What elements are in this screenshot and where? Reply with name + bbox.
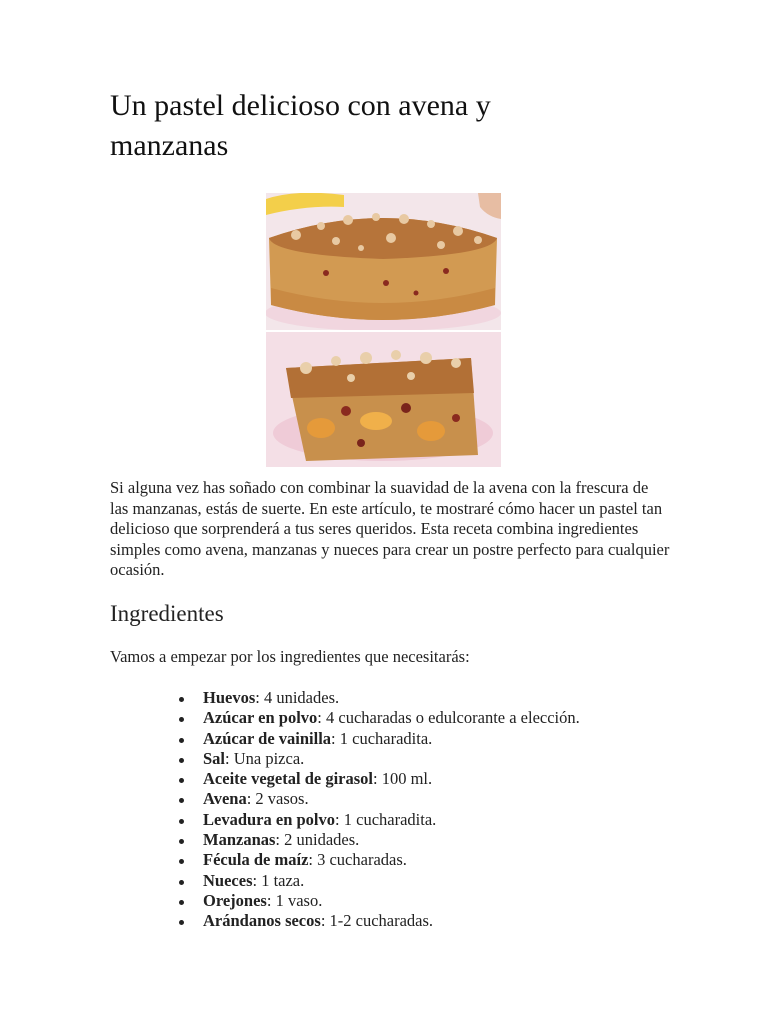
ingredient-detail: : 100 ml. bbox=[372, 769, 433, 789]
ingredient-name: Avena bbox=[203, 789, 247, 809]
ingredients-list bbox=[178, 688, 580, 932]
ingredient-detail: : 4 cucharadas o edulcorante a elección. bbox=[317, 708, 580, 728]
cake-photo-icon bbox=[266, 193, 501, 467]
ingredient-name: Manzanas bbox=[203, 830, 276, 850]
ingredient-name: Fécula de maíz bbox=[203, 850, 309, 870]
ingredient-name: Nueces bbox=[203, 870, 253, 890]
ingredients-lead: Vamos a empezar por los ingredientes que necesitarás: bbox=[110, 647, 470, 666]
ingredient-detail: : 1 vaso. bbox=[266, 890, 323, 910]
ingredient-detail: : 1 taza. bbox=[252, 870, 305, 890]
cake-photo bbox=[266, 193, 501, 467]
list-item bbox=[178, 810, 580, 830]
ingredient-name: Levadura en polvo bbox=[203, 809, 336, 829]
ingredient-name: Huevos bbox=[203, 688, 256, 707]
ingredient-detail: : 4 unidades. bbox=[255, 688, 340, 707]
ingredients-heading: Ingredientes bbox=[110, 601, 224, 626]
list-item bbox=[178, 749, 580, 769]
ingredient-name: Azúcar de vainilla bbox=[203, 728, 332, 748]
ingredient-name: Aceite vegetal de girasol bbox=[203, 769, 373, 789]
article-title: Un pastel delicioso con avena y manzanas bbox=[110, 89, 491, 162]
ingredient-detail: : 1-2 cucharadas. bbox=[320, 911, 434, 931]
list-item bbox=[178, 688, 580, 708]
ingredient-name: Orejones bbox=[203, 890, 267, 910]
list-item bbox=[178, 830, 580, 850]
ingredient-detail: : 1 cucharadita. bbox=[331, 728, 433, 748]
ingredient-detail: : 1 cucharadita. bbox=[335, 809, 437, 829]
list-item bbox=[178, 871, 580, 891]
ingredient-detail: : 2 unidades. bbox=[275, 830, 360, 850]
ingredient-detail: : 2 vasos. bbox=[246, 789, 309, 809]
ingredient-name: Arándanos secos bbox=[203, 911, 321, 931]
list-item bbox=[178, 769, 580, 789]
list-item bbox=[178, 708, 580, 728]
intro-paragraph: Si alguna vez has soñado con combinar la suavidad de la avena con la frescura de las manzanas, estás de suerte. En este artículo, te mostraré cómo hacer un pastel tan delicioso que sorprenderá a tus seres queridos. Esta receta combina ingredientes simples como avena, manzanas y nueces para crear un postre perfecto para cualquier ocasión. bbox=[110, 478, 670, 579]
ingredient-name: Sal bbox=[203, 748, 226, 768]
ingredient-detail: : Una pizca. bbox=[225, 748, 305, 768]
list-item bbox=[178, 789, 580, 809]
list-item bbox=[178, 911, 580, 931]
ingredient-detail: : 3 cucharadas. bbox=[308, 850, 407, 870]
list-item bbox=[178, 891, 580, 911]
list-item bbox=[178, 729, 580, 749]
ingredient-name: Azúcar en polvo bbox=[203, 708, 318, 728]
list-item bbox=[178, 850, 580, 870]
